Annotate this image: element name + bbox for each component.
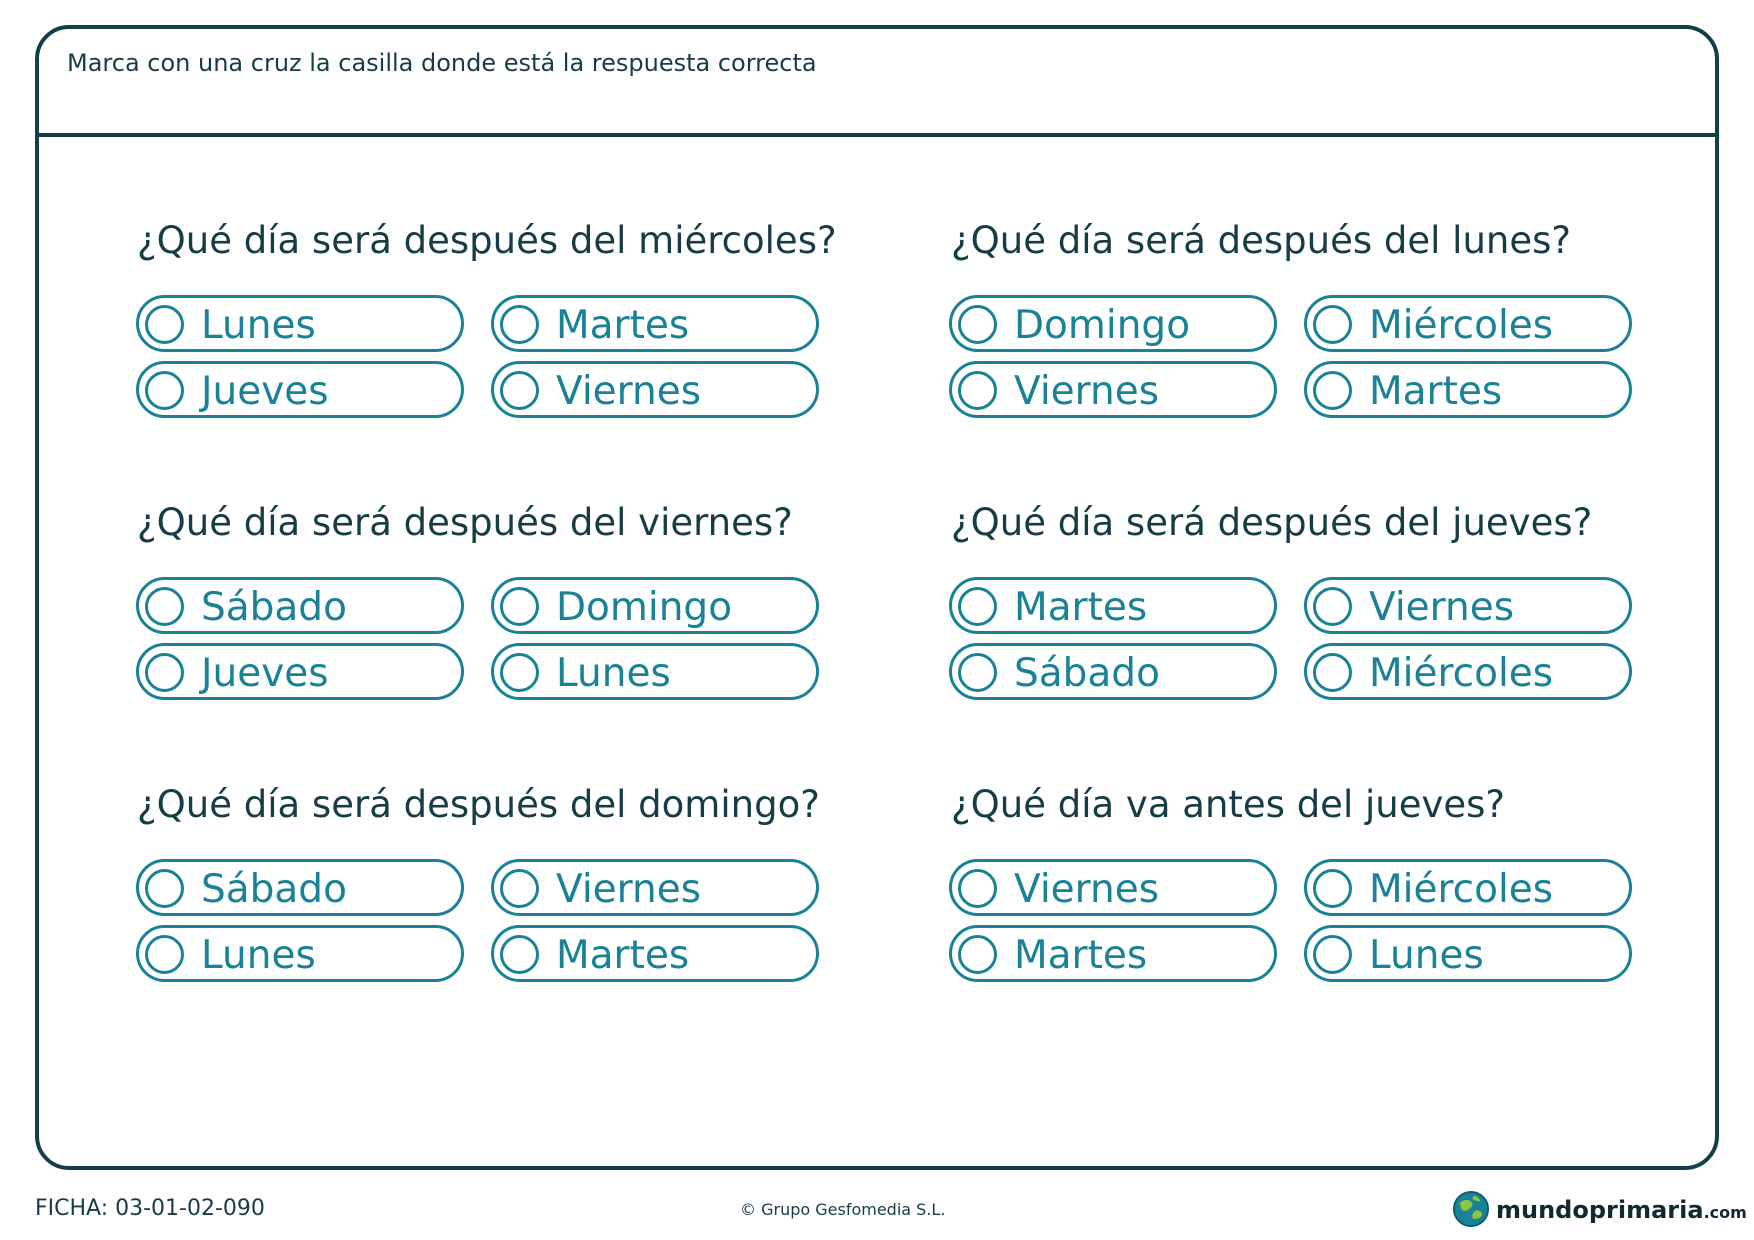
option-5-b[interactable]: Viernes (491, 859, 819, 916)
checkbox-circle[interactable] (145, 653, 184, 692)
option-6-d[interactable]: Lunes (1304, 925, 1632, 982)
brand-name: mundoprimaria.com (1496, 1196, 1747, 1224)
checkbox-circle[interactable] (145, 305, 184, 344)
option-4-b[interactable]: Viernes (1304, 577, 1632, 634)
option-6-b[interactable]: Miércoles (1304, 859, 1632, 916)
option-2-b[interactable]: Miércoles (1304, 295, 1632, 352)
checkbox-circle[interactable] (145, 869, 184, 908)
option-1-d[interactable]: Viernes (491, 361, 819, 418)
option-3-c[interactable]: Jueves (136, 643, 464, 700)
instruction-header (39, 29, 1715, 137)
option-2-a[interactable]: Domingo (949, 295, 1277, 352)
worksheet-code: FICHA: 03-01-02-090 (35, 1196, 265, 1221)
option-4-c[interactable]: Sábado (949, 643, 1277, 700)
checkbox-circle[interactable] (145, 371, 184, 410)
checkbox-circle[interactable] (958, 305, 997, 344)
option-3-b[interactable]: Domingo (491, 577, 819, 634)
option-3-a[interactable]: Sábado (136, 577, 464, 634)
option-5-c[interactable]: Lunes (136, 925, 464, 982)
option-1-c[interactable]: Jueves (136, 361, 464, 418)
checkbox-circle[interactable] (958, 371, 997, 410)
option-1-a[interactable]: Lunes (136, 295, 464, 352)
checkbox-circle[interactable] (1313, 587, 1352, 626)
question-4: ¿Qué día será después del jueves? (951, 501, 1593, 544)
option-5-d[interactable]: Martes (491, 925, 819, 982)
option-2-d[interactable]: Martes (1304, 361, 1632, 418)
checkbox-circle[interactable] (500, 305, 539, 344)
checkbox-circle[interactable] (500, 587, 539, 626)
globe-icon (1452, 1190, 1490, 1228)
checkbox-circle[interactable] (1313, 305, 1352, 344)
option-2-c[interactable]: Viernes (949, 361, 1277, 418)
checkbox-circle[interactable] (145, 587, 184, 626)
option-6-c[interactable]: Martes (949, 925, 1277, 982)
copyright-notice: © Grupo Gesfomedia S.L. (740, 1200, 946, 1219)
question-2: ¿Qué día será después del lunes? (951, 219, 1572, 262)
option-4-d[interactable]: Miércoles (1304, 643, 1632, 700)
checkbox-circle[interactable] (958, 587, 997, 626)
checkbox-circle[interactable] (500, 869, 539, 908)
option-6-a[interactable]: Viernes (949, 859, 1277, 916)
checkbox-circle[interactable] (958, 869, 997, 908)
checkbox-circle[interactable] (958, 653, 997, 692)
question-1: ¿Qué día será después del miércoles? (137, 219, 837, 262)
option-1-b[interactable]: Martes (491, 295, 819, 352)
question-5: ¿Qué día será después del domingo? (137, 783, 820, 826)
checkbox-circle[interactable] (1313, 935, 1352, 974)
option-3-d[interactable]: Lunes (491, 643, 819, 700)
checkbox-circle[interactable] (958, 935, 997, 974)
instruction-text: Marca con una cruz la casilla donde está la respuesta correcta (67, 49, 817, 77)
question-3: ¿Qué día será después del viernes? (137, 501, 793, 544)
checkbox-circle[interactable] (1313, 371, 1352, 410)
option-5-a[interactable]: Sábado (136, 859, 464, 916)
checkbox-circle[interactable] (1313, 653, 1352, 692)
checkbox-circle[interactable] (500, 935, 539, 974)
question-6: ¿Qué día va antes del jueves? (951, 783, 1506, 826)
checkbox-circle[interactable] (1313, 869, 1352, 908)
checkbox-circle[interactable] (500, 371, 539, 410)
checkbox-circle[interactable] (145, 935, 184, 974)
checkbox-circle[interactable] (500, 653, 539, 692)
worksheet-frame (35, 25, 1719, 1170)
option-4-a[interactable]: Martes (949, 577, 1277, 634)
